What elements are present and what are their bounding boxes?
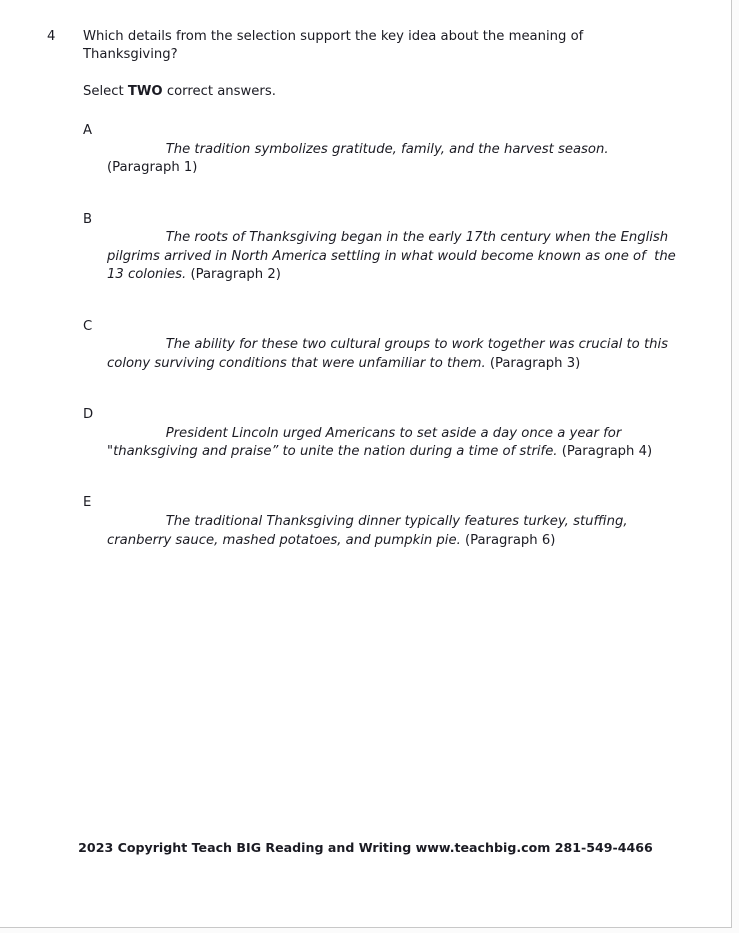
option-text-c bbox=[107, 318, 685, 392]
page-footer: 2023 Copyright Teach BIG Reading and Writing www.teachbig.com 281-549-4466 bbox=[78, 840, 653, 855]
option-letter-e: E bbox=[83, 495, 92, 511]
question-stem-text: Which details from the selection support the key idea about the meaning of Thanksgiving? bbox=[83, 29, 584, 63]
option-letter-a: A bbox=[83, 123, 93, 139]
answer-option-b[interactable] bbox=[83, 211, 687, 304]
instruction-emphasis: TWO bbox=[127, 83, 163, 99]
answer-option-a[interactable] bbox=[83, 122, 687, 196]
option-letter-c: C bbox=[83, 318, 93, 334]
option-statement-b: The roots of Thanksgiving began in the early 17th century when the English pilgrims arrived in North America settling in what would become known as one of the 13 colonies. bbox=[107, 230, 680, 283]
question-block bbox=[47, 28, 687, 569]
answer-option-e[interactable] bbox=[83, 494, 687, 568]
instruction-suffix: correct answers. bbox=[162, 83, 276, 99]
answer-option-d[interactable] bbox=[83, 406, 687, 480]
answer-option-c[interactable] bbox=[83, 318, 687, 392]
question-number: 4 bbox=[47, 29, 56, 44]
selection-instruction bbox=[83, 83, 687, 101]
answer-options-list bbox=[83, 122, 687, 568]
option-statement-c: The ability for these two cultural groups to work together was crucial to this colony surviving conditions that were unfamiliar to them. bbox=[107, 337, 673, 371]
option-citation-label-b: (Paragraph 2) bbox=[190, 267, 281, 283]
option-statement-a: The tradition symbolizes gratitude, family, and the harvest season. bbox=[165, 141, 609, 157]
option-citation-label-d: (Paragraph 4) bbox=[561, 444, 653, 460]
instruction-prefix: Select bbox=[83, 83, 128, 99]
option-text-e bbox=[107, 494, 685, 568]
question-stem-row bbox=[47, 28, 687, 65]
option-citation-label-e: (Paragraph 6) bbox=[464, 532, 556, 548]
option-text-d bbox=[107, 406, 685, 480]
option-letter-b: B bbox=[83, 211, 93, 227]
option-citation-label-c: (Paragraph 3) bbox=[489, 355, 581, 371]
option-text-b bbox=[107, 211, 685, 304]
option-statement-d: President Lincoln urged Americans to set aside a day once a year for "thanksgiving and praise” to unite the nation during a time of strife. bbox=[107, 425, 626, 460]
option-letter-d: D bbox=[83, 406, 94, 422]
option-citation-label-a: (Paragraph 1) bbox=[107, 160, 198, 176]
option-text-a bbox=[107, 122, 685, 196]
option-statement-e: The traditional Thanksgiving dinner typically features turkey, stuffing, cranberry sauce, mashed potatoes, and pumpkin pie. bbox=[107, 513, 632, 548]
option-citation-a bbox=[609, 142, 613, 157]
